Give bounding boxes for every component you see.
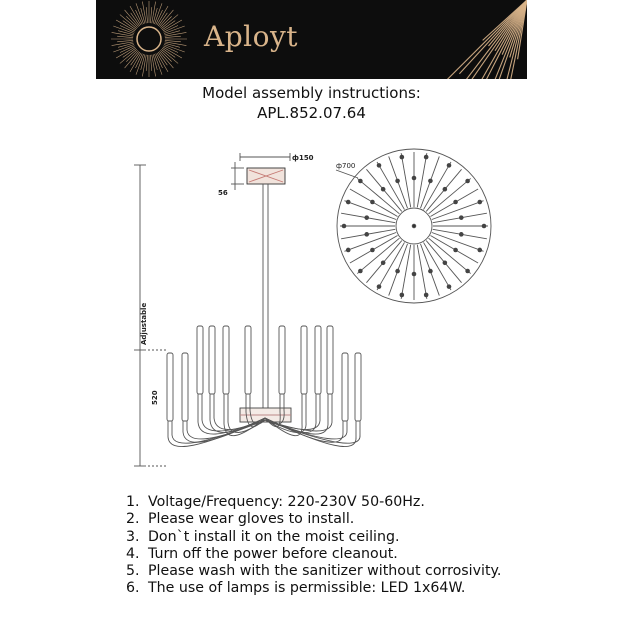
instruction-item [126, 511, 501, 528]
spoke [430, 189, 478, 217]
body-height-label: 520 [151, 390, 159, 405]
spoke [389, 244, 408, 296]
spoke [412, 245, 417, 300]
instruction-number: 6. [126, 580, 140, 597]
instruction-number: 5. [126, 563, 140, 580]
spoke [340, 224, 395, 229]
instruction-item [126, 546, 501, 563]
instruction-item [126, 563, 501, 580]
title-line-1: Model assembly instructions: [202, 84, 421, 102]
light-rays-icon [377, 0, 527, 79]
spoke [377, 242, 405, 290]
spoke [424, 162, 452, 210]
top-view-drawing [336, 149, 491, 303]
spoke [424, 242, 452, 290]
instruction-number: 2. [126, 511, 140, 528]
spoke [341, 229, 395, 239]
instructions-list [126, 494, 501, 598]
spoke [433, 224, 488, 229]
spoke [377, 162, 405, 210]
instruction-number: 3. [126, 528, 140, 545]
instruction-number: 4. [126, 545, 140, 562]
instruction-item [126, 580, 501, 597]
instruction-text: Turn off the power before cleanout. [148, 545, 398, 562]
spoke [412, 152, 417, 207]
instruction-text: Voltage/Frequency: 220-230V 50-60Hz. [148, 494, 425, 510]
brand-name: Aployt [204, 20, 299, 53]
instruction-text: Don`t install it on the moist ceiling. [148, 528, 400, 545]
spoke [420, 244, 439, 296]
spoke [433, 213, 487, 223]
instruction-item [126, 529, 501, 546]
spoke [389, 156, 408, 208]
canopy-height-label: 56 [218, 189, 228, 197]
lamp-arm [265, 353, 348, 442]
top-diameter-label: ф700 [336, 162, 356, 170]
canopy-diameter-label: ф150 [292, 154, 314, 162]
instruction-text: Please wash with the sanitizer without corrosivity. [148, 563, 502, 580]
model-number: APL.852.07.64 [257, 104, 366, 122]
spoke [433, 229, 487, 239]
spoke [341, 213, 395, 223]
spoke [350, 236, 398, 264]
side-view-drawing [134, 153, 361, 466]
instruction-text: The use of lamps is permissible: LED 1x64W. [148, 580, 466, 597]
spoke [417, 153, 428, 207]
sun-logo-icon [104, 0, 194, 79]
spoke [430, 236, 478, 264]
instruction-item [126, 494, 501, 511]
spoke [400, 153, 411, 207]
spoke [350, 189, 398, 217]
adjustable-label: Adjustable [140, 302, 148, 345]
assembly-drawing [0, 125, 623, 475]
instruction-number: 1. [126, 494, 140, 510]
spoke [400, 245, 411, 299]
instruction-text: Please wear gloves to install. [148, 511, 355, 528]
brand-banner [96, 0, 527, 79]
spoke [420, 156, 439, 208]
spoke [417, 245, 428, 299]
